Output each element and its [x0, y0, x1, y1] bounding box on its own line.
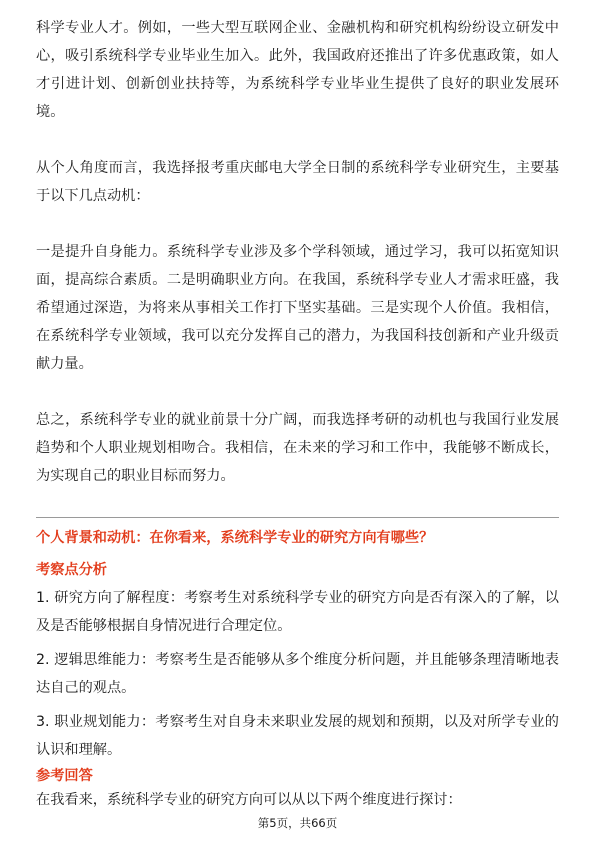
body-paragraph-4: 总之，系统科学专业的就业前景十分广阔，而我选择考研的动机也与我国行业发展趋势和个人职业规划相吻合。我相信，在未来的学习和工作中，我能够不断成长，为实现自己的职业目标而努力。	[36, 412, 559, 484]
section-divider	[36, 517, 559, 518]
paragraph-gap	[36, 378, 559, 406]
analysis-heading: 考察点分析	[36, 562, 107, 578]
body-paragraph-1: 科学专业人才。例如，一些大型互联网企业、金融机构和研究机构纷纷设立研发中心，吸引系统科学专业毕业生加入。此外，我国政府还推出了许多优惠政策，如人才引进计划、创新创业扶持等，为系统科学专业毕业生提供了良好的职业发展环境。	[36, 20, 559, 120]
analysis-item-2: 2. 逻辑思维能力：考察考生是否能够从多个维度分析问题，并且能够条理清晰地表达自己的观点。	[36, 652, 559, 696]
answer-heading: 参考回答	[36, 768, 93, 784]
analysis-item-3: 3. 职业规划能力：考察考生对自身未来职业发展的规划和预期，以及对所学专业的认识和理解。	[36, 714, 559, 758]
paragraph-gap	[36, 126, 559, 154]
body-paragraph-2: 从个人角度而言，我选择报考重庆邮电大学全日制的系统科学专业研究生，主要基于以下几点动机：	[36, 160, 559, 204]
body-paragraph-3: 一是提升自身能力。系统科学专业涉及多个学科领域，通过学习，我可以拓宽知识面，提高综合素质。二是明确职业方向。在我国，系统科学专业人才需求旺盛，我希望通过深造，为将来从事相关工作打下坚实基础。三是实现个人价值。我相信，在系统科学专业领域，我可以充分发挥自己的潜力，为我国科技创新和产业升级贡献力量。	[36, 244, 559, 372]
page-number: 第5页，共66页	[257, 816, 338, 830]
answer-intro: 在我看来，系统科学专业的研究方向可以从以下两个维度进行探讨：	[36, 792, 462, 808]
analysis-item-1: 1. 研究方向了解程度：考察考生对系统科学专业的研究方向是否有深入的了解，以及是否能够根据自身情况进行合理定位。	[36, 590, 559, 634]
body-text	[36, 14, 559, 490]
question-heading: 个人背景和动机：在你看来，系统科学专业的研究方向有哪些？	[36, 530, 434, 546]
analysis-list	[36, 584, 559, 770]
paragraph-gap	[36, 210, 559, 238]
